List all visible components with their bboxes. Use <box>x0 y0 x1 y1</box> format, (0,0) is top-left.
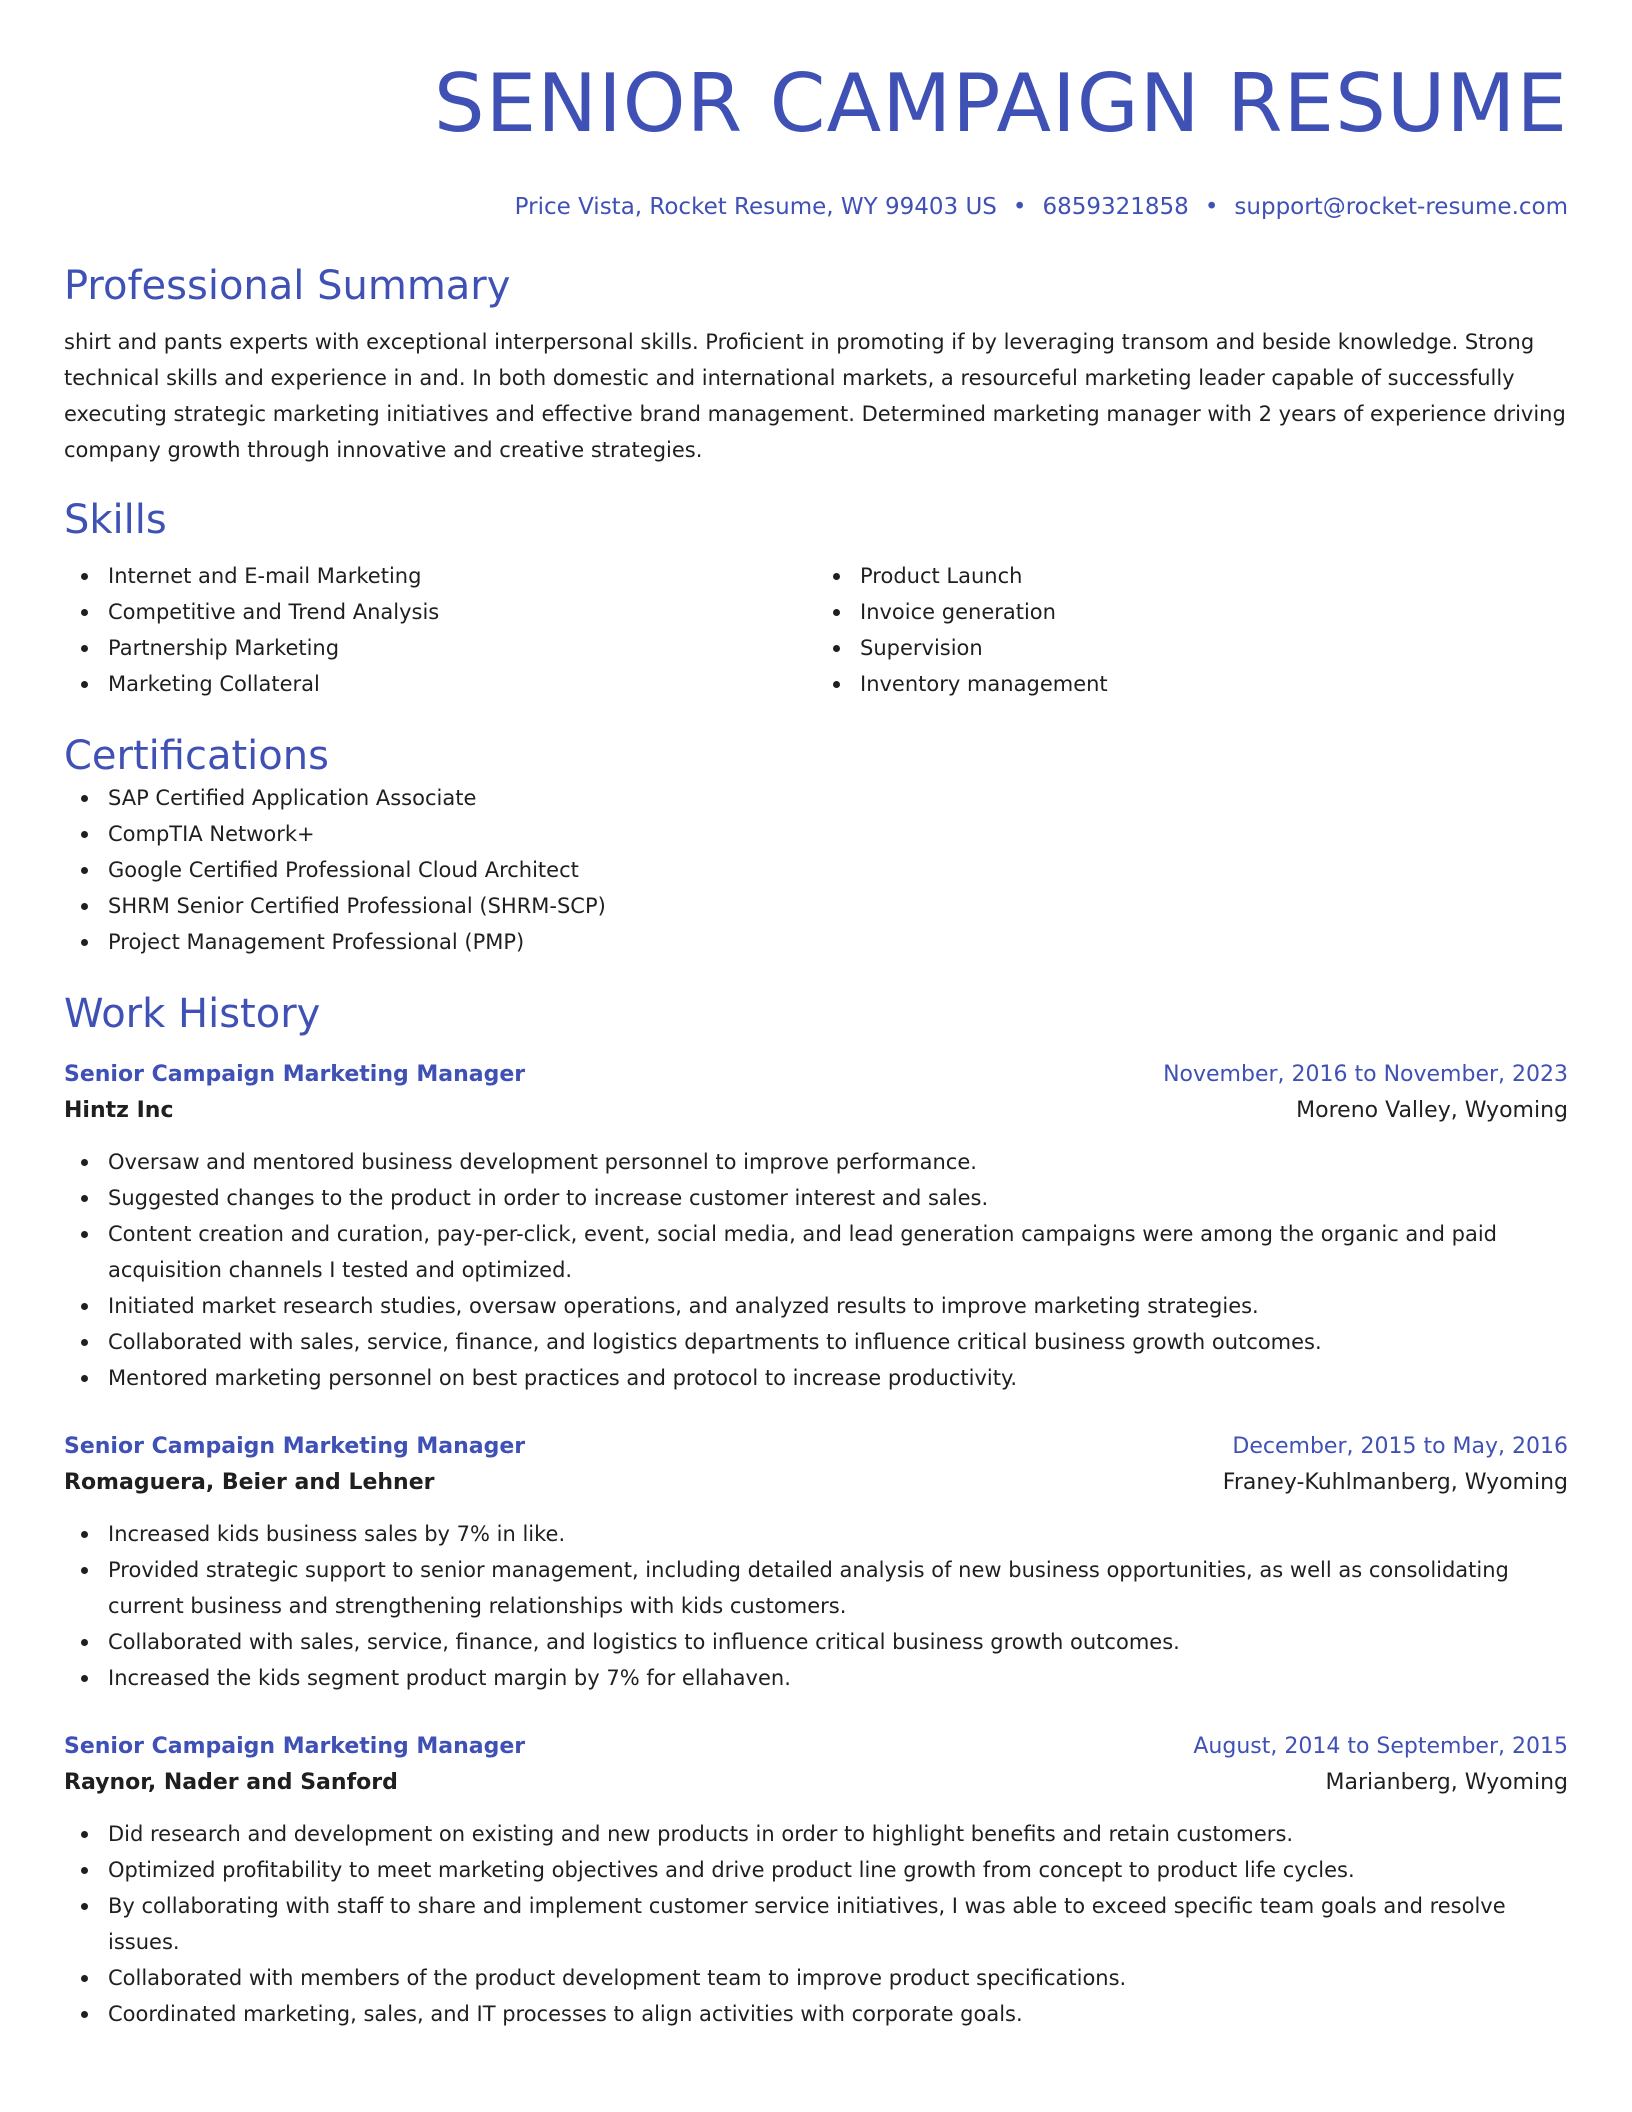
contact-email: support@rocket-resume.com <box>1234 194 1568 220</box>
skill-item: Inventory management <box>816 666 1568 702</box>
skill-item: Marketing Collateral <box>64 666 816 702</box>
contact-separator: • <box>1012 194 1027 220</box>
job-dates: November, 2016 to November, 2023 <box>1163 1062 1568 1087</box>
job-company-row <box>64 1464 1568 1502</box>
certification-item: Project Management Professional (PMP) <box>64 924 1568 960</box>
skills-heading: Skills <box>64 497 167 543</box>
skill-item: Internet and E-mail Marketing <box>64 558 816 594</box>
job-duty: Increased kids business sales by 7% in like. <box>64 1516 1568 1552</box>
job-duty: Collaborated with sales, service, finance, and logistics departments to influence critical business growth outcomes. <box>64 1324 1568 1360</box>
job-duty: Oversaw and mentored business development personnel to improve performance. <box>64 1144 1568 1180</box>
job-dates: August, 2014 to September, 2015 <box>1193 1734 1568 1759</box>
summary-heading: Professional Summary <box>64 263 511 309</box>
work-history-heading: Work History <box>64 991 321 1037</box>
job-duty: Increased the kids segment product margin by 7% for ellahaven. <box>64 1660 1568 1696</box>
certification-item: SHRM Senior Certified Professional (SHRM-SCP) <box>64 888 1568 924</box>
job-company-row <box>64 1092 1568 1130</box>
job-title-row <box>64 1730 1568 1764</box>
contact-separator: • <box>1204 194 1219 220</box>
job-duty: Coordinated marketing, sales, and IT processes to align activities with corporate goals. <box>64 1996 1568 2032</box>
job-company: Hintz Inc <box>64 1098 174 1123</box>
skills-list <box>64 558 1568 702</box>
job-title-row <box>64 1058 1568 1092</box>
skill-item: Supervision <box>816 630 1568 666</box>
job-duties <box>64 1516 1568 1696</box>
job-duty: Collaborated with members of the product development team to improve product specifications. <box>64 1960 1568 1996</box>
job-entry <box>64 1730 1568 2032</box>
certifications-heading: Certifications <box>64 733 329 779</box>
contact-phone: 6859321858 <box>1042 194 1189 220</box>
job-entry <box>64 1058 1568 1396</box>
job-duties <box>64 1144 1568 1396</box>
job-duty: Optimized profitability to meet marketing objectives and drive product line growth from concept to product life cycles. <box>64 1852 1568 1888</box>
certification-item: Google Certified Professional Cloud Architect <box>64 852 1568 888</box>
skill-item: Invoice generation <box>816 594 1568 630</box>
job-title-row <box>64 1430 1568 1464</box>
job-duties <box>64 1816 1568 2032</box>
job-duty: By collaborating with staff to share and implement customer service initiatives, I was able to exceed specific team goals and resolve issues. <box>64 1888 1568 1960</box>
job-duty: Did research and development on existing and new products in order to highlight benefits and retain customers. <box>64 1816 1568 1852</box>
skills-column-left <box>64 558 816 702</box>
job-role: Senior Campaign Marketing Manager <box>64 1434 526 1459</box>
certifications-list <box>64 780 1568 960</box>
skill-item: Competitive and Trend Analysis <box>64 594 816 630</box>
skills-column-right <box>816 558 1568 702</box>
summary-text: shirt and pants experts with exceptional interpersonal skills. Proficient in promoting if by leveraging transom and beside knowledge. Strong technical skills and experience in and. In both domestic and international markets, a resourceful marketing leader capable of successfully executing strategic marketing initiatives and effective brand management. Determined marketing manager with 2 years of experience driving company growth through innovative and creative strategies. <box>64 330 1566 462</box>
resume-name: SENIOR CAMPAIGN RESUME <box>433 57 1568 150</box>
job-duty: Collaborated with sales, service, finance, and logistics to influence critical business growth outcomes. <box>64 1624 1568 1660</box>
job-location: Marianberg, Wyoming <box>1325 1770 1568 1795</box>
job-company-row <box>64 1764 1568 1802</box>
skill-item: Product Launch <box>816 558 1568 594</box>
certification-item: SAP Certified Application Associate <box>64 780 1568 816</box>
job-role: Senior Campaign Marketing Manager <box>64 1734 526 1759</box>
contact-address: Price Vista, Rocket Resume, WY 99403 US <box>514 194 997 220</box>
job-company: Raynor, Nader and Sanford <box>64 1770 398 1795</box>
job-location: Franey-Kuhlmanberg, Wyoming <box>1222 1470 1568 1495</box>
job-location: Moreno Valley, Wyoming <box>1296 1098 1568 1123</box>
job-duty: Provided strategic support to senior management, including detailed analysis of new business opportunities, as well as consolidating current business and strengthening relationships with kids customers. <box>64 1552 1568 1624</box>
skill-item: Partnership Marketing <box>64 630 816 666</box>
job-duty: Content creation and curation, pay-per-click, event, social media, and lead generation campaigns were among the organic and paid acquisition channels I tested and optimized. <box>64 1216 1568 1288</box>
job-duty: Suggested changes to the product in order to increase customer interest and sales. <box>64 1180 1568 1216</box>
contact-line <box>64 192 1568 222</box>
resume-header <box>64 0 1568 222</box>
job-company: Romaguera, Beier and Lehner <box>64 1470 435 1495</box>
job-entry <box>64 1430 1568 1696</box>
job-duty: Mentored marketing personnel on best practices and protocol to increase productivity. <box>64 1360 1568 1396</box>
job-dates: December, 2015 to May, 2016 <box>1232 1434 1568 1459</box>
certification-item: CompTIA Network+ <box>64 816 1568 852</box>
job-duty: Initiated market research studies, oversaw operations, and analyzed results to improve marketing strategies. <box>64 1288 1568 1324</box>
job-role: Senior Campaign Marketing Manager <box>64 1062 526 1087</box>
